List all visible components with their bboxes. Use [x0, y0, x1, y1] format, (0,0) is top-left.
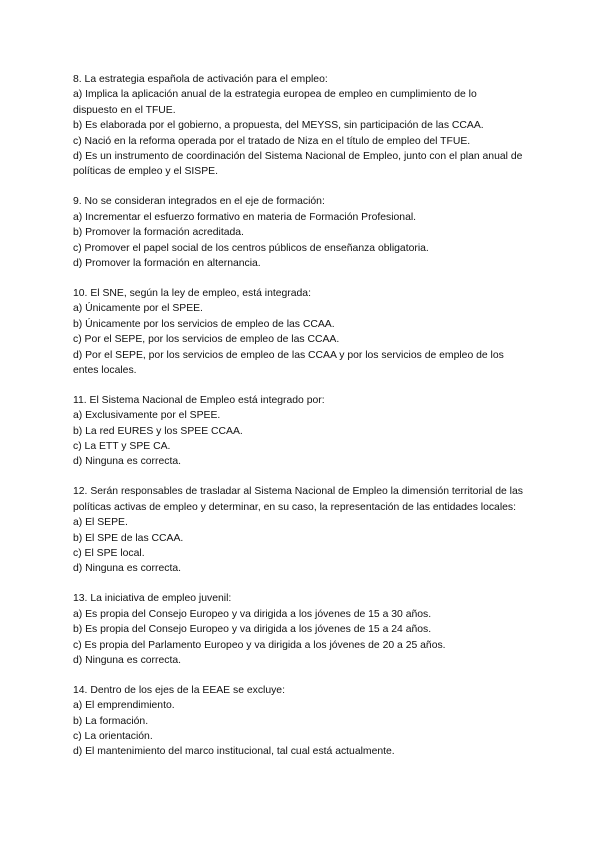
answer-option-d: d) Ninguna es correcta.	[73, 456, 182, 468]
question-13	[73, 591, 523, 668]
answer-option-a: a) El SEPE.	[73, 517, 128, 529]
answer-option-d: d) Promover la formación en alternancia.	[73, 257, 261, 269]
answer-option-a: a) Exclusivamente por el SPEE.	[73, 410, 221, 422]
question-list	[73, 72, 523, 774]
answer-option-a: a) Incrementar el esfuerzo formativo en materia de Formación Profesional.	[73, 211, 417, 223]
question-8	[73, 72, 523, 180]
answer-option-c: c) La orientación.	[73, 731, 153, 743]
question-stem: 11. El Sistema Nacional de Empleo está integrado por:	[73, 394, 325, 406]
answer-option-d: d) Ninguna es correcta.	[73, 563, 182, 575]
question-9	[73, 194, 523, 271]
answer-option-c: c) La ETT y SPE CA.	[73, 441, 171, 453]
question-12	[73, 484, 523, 576]
answer-option-d: d) Es un instrumento de coordinación del Sistema Nacional de Empleo, junto con el plan anual de políticas de empleo y el SISPE.	[73, 151, 523, 178]
question-10	[73, 286, 523, 378]
answer-option-c: c) Por el SEPE, por los servicios de empleo de las CCAA.	[73, 334, 340, 346]
answer-option-d: d) Por el SEPE, por los servicios de empleo de las CCAA y por los servicios de empleo de los entes locales.	[73, 349, 504, 376]
question-stem: 13. La iniciativa de empleo juvenil:	[73, 593, 232, 605]
answer-option-a: a) Únicamente por el SPEE.	[73, 303, 203, 315]
answer-option-b: b) La formación.	[73, 715, 149, 727]
answer-option-a: a) El emprendimiento.	[73, 700, 175, 712]
answer-option-c: c) Promover el papel social de los centros públicos de enseñanza obligatoria.	[73, 242, 429, 254]
answer-option-a: a) Es propia del Consejo Europeo y va dirigida a los jóvenes de 15 a 30 años.	[73, 608, 432, 620]
answer-option-b: b) Es propia del Consejo Europeo y va dirigida a los jóvenes de 15 a 24 años.	[73, 624, 432, 636]
answer-option-d: d) El mantenimiento del marco institucional, tal cual está actualmente.	[73, 746, 395, 758]
question-stem: 10. El SNE, según la ley de empleo, está integrada:	[73, 287, 311, 299]
question-stem: 9. No se consideran integrados en el eje de formación:	[73, 196, 325, 208]
answer-option-b: b) La red EURES y los SPEE CCAA.	[73, 425, 243, 437]
question-stem: 8. La estrategia española de activación para el empleo:	[73, 74, 328, 85]
answer-option-b: b) Únicamente por los servicios de empleo de las CCAA.	[73, 318, 335, 330]
question-11	[73, 393, 523, 470]
answer-option-d: d) Ninguna es correcta.	[73, 654, 182, 666]
answer-option-a: a) Implica la aplicación anual de la estrategia europea de empleo en cumplimiento de lo dispuesto en el TFUE.	[73, 89, 477, 116]
answer-option-c: c) Es propia del Parlamento Europeo y va dirigida a los jóvenes de 20 a 25 años.	[73, 639, 446, 651]
question-14	[73, 683, 523, 760]
answer-option-b: b) Es elaborada por el gobierno, a propuesta, del MEYSS, sin participación de las CCAA.	[73, 120, 484, 132]
question-stem: 14. Dentro de los ejes de la EEAE se excluye:	[73, 684, 285, 696]
answer-option-b: b) El SPE de las CCAA.	[73, 532, 184, 544]
answer-option-c: c) El SPE local.	[73, 547, 145, 559]
answer-option-b: b) Promover la formación acreditada.	[73, 227, 244, 239]
answer-option-c: c) Nació en la reforma operada por el tratado de Niza en el título de empleo del TFUE.	[73, 135, 471, 147]
question-stem: 12. Serán responsables de trasladar al Sistema Nacional de Empleo la dimensión territorial de las políticas activas de empleo y determinar, en su caso, la representación de las entidades locales:	[73, 486, 523, 513]
